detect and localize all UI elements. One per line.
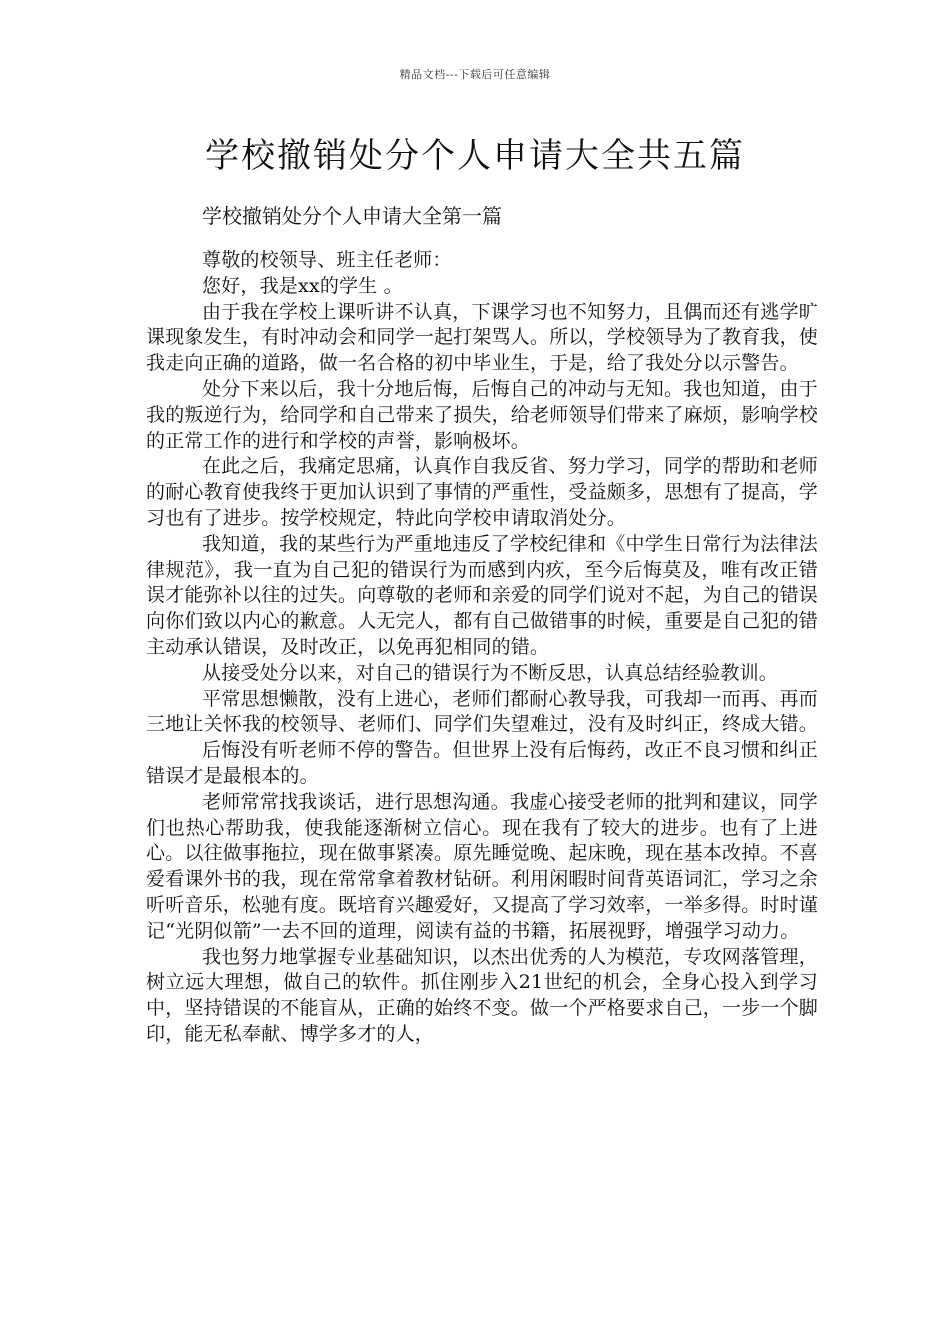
letter-body [146,248,818,1048]
paragraph-9: 我也努力地掌握专业基础知识，以杰出优秀的人为模范，专攻网落管理，树立远大理想，做自己的软件。抓住刚步入21世纪的机会，全身心投入到学习中，坚持错误的不能盲从，正确的始终不变。做一个严格要求自己，一步一个脚印，能无私奉献、博学多才的人， [146,945,819,1045]
paragraph-3: 在此之后，我痛定思痛，认真作自我反省、努力学习，同学的帮助和老师的耐心教育使我终于更加认识到了事情的严重性，受益颇多，思想有了提高，学习也有了进步。按学校规定，特此向学校申请取消处分。 [146,455,819,529]
paragraph-8: 老师常常找我谈话，进行思想沟通。我虚心接受老师的批判和建议，同学们也热心帮助我，使我能逐渐树立信心。现在我有了较大的进步。也有了上进心。以往做事拖拉，现在做事紧凑。原先睡觉晚、起床晚，现在基本改掉。不喜爱看课外书的我，现在常常拿着教材钻研。利用闲暇时间背英语词汇，学习之余听听音乐，松驰有度。既培育兴趣爱好，又提高了学习效率，一举多得。时时谨记“光阴似箭”一去不回的道理，阅读有益的书籍，拓展视野，增强学习动力。 [146,790,819,942]
document-title: 学校撤销处分个人申请大全共五篇 [205,136,745,176]
paragraph-6: 平常思想懒散，没有上进心，老师们都耐心教导我，可我却一而再、再而三地让关怀我的校领导、老师们、同学们失望难过，没有及时纠正，终成大错。 [146,687,819,736]
paragraph-5: 从接受处分以来，对自己的错误行为不断反思，认真总结经验教训。 [202,661,779,684]
header-note: 精品文档---下载后可任意编辑 [399,68,551,81]
paragraph-4: 我知道，我的某些行为严重地违反了学校纪律和《中学生日常行为法律法律规范》，我一直为自己犯的错误行为而感到内疚，至今后悔莫及，唯有改正错误才能弥补以往的过失。向尊敬的老师和亲爱的同学们说对不起，为自己的错误向你们致以内心的歉意。人无完人，都有自己做错事的时候，重要是自己犯的错主动承认错误，及时改正，以免再犯相同的错。 [146,532,819,658]
paragraph-7: 后悔没有听老师不停的警告。但世界上没有后悔药，改正不良习惯和纠正错误才是最根本的。 [146,739,818,787]
salutation: 尊敬的校领导、班主任老师： [202,249,452,271]
greeting: 您好，我是xx的学生 。 [202,274,403,297]
paragraph-1: 由于我在学校上课听讲不认真，下课学习也不知努力，且偶而还有逃学旷课现象发生，有时冲动会和同学一起打架骂人。所以，学校领导为了教育我，使我走向正确的道路，做一名合格的初中毕业生，于是，给了我处分以示警告。 [146,300,819,375]
section-heading: 学校撤销处分个人申请大全第一篇 [202,204,502,228]
paragraph-2: 处分下来以后，我十分地后悔，后悔自己的冲动与无知。我也知道，由于我的叛逆行为，给同学和自己带来了损失，给老师领导们带来了麻烦，影响学校的正常工作的进行和学校的声誉，影响极坏。 [146,377,819,452]
